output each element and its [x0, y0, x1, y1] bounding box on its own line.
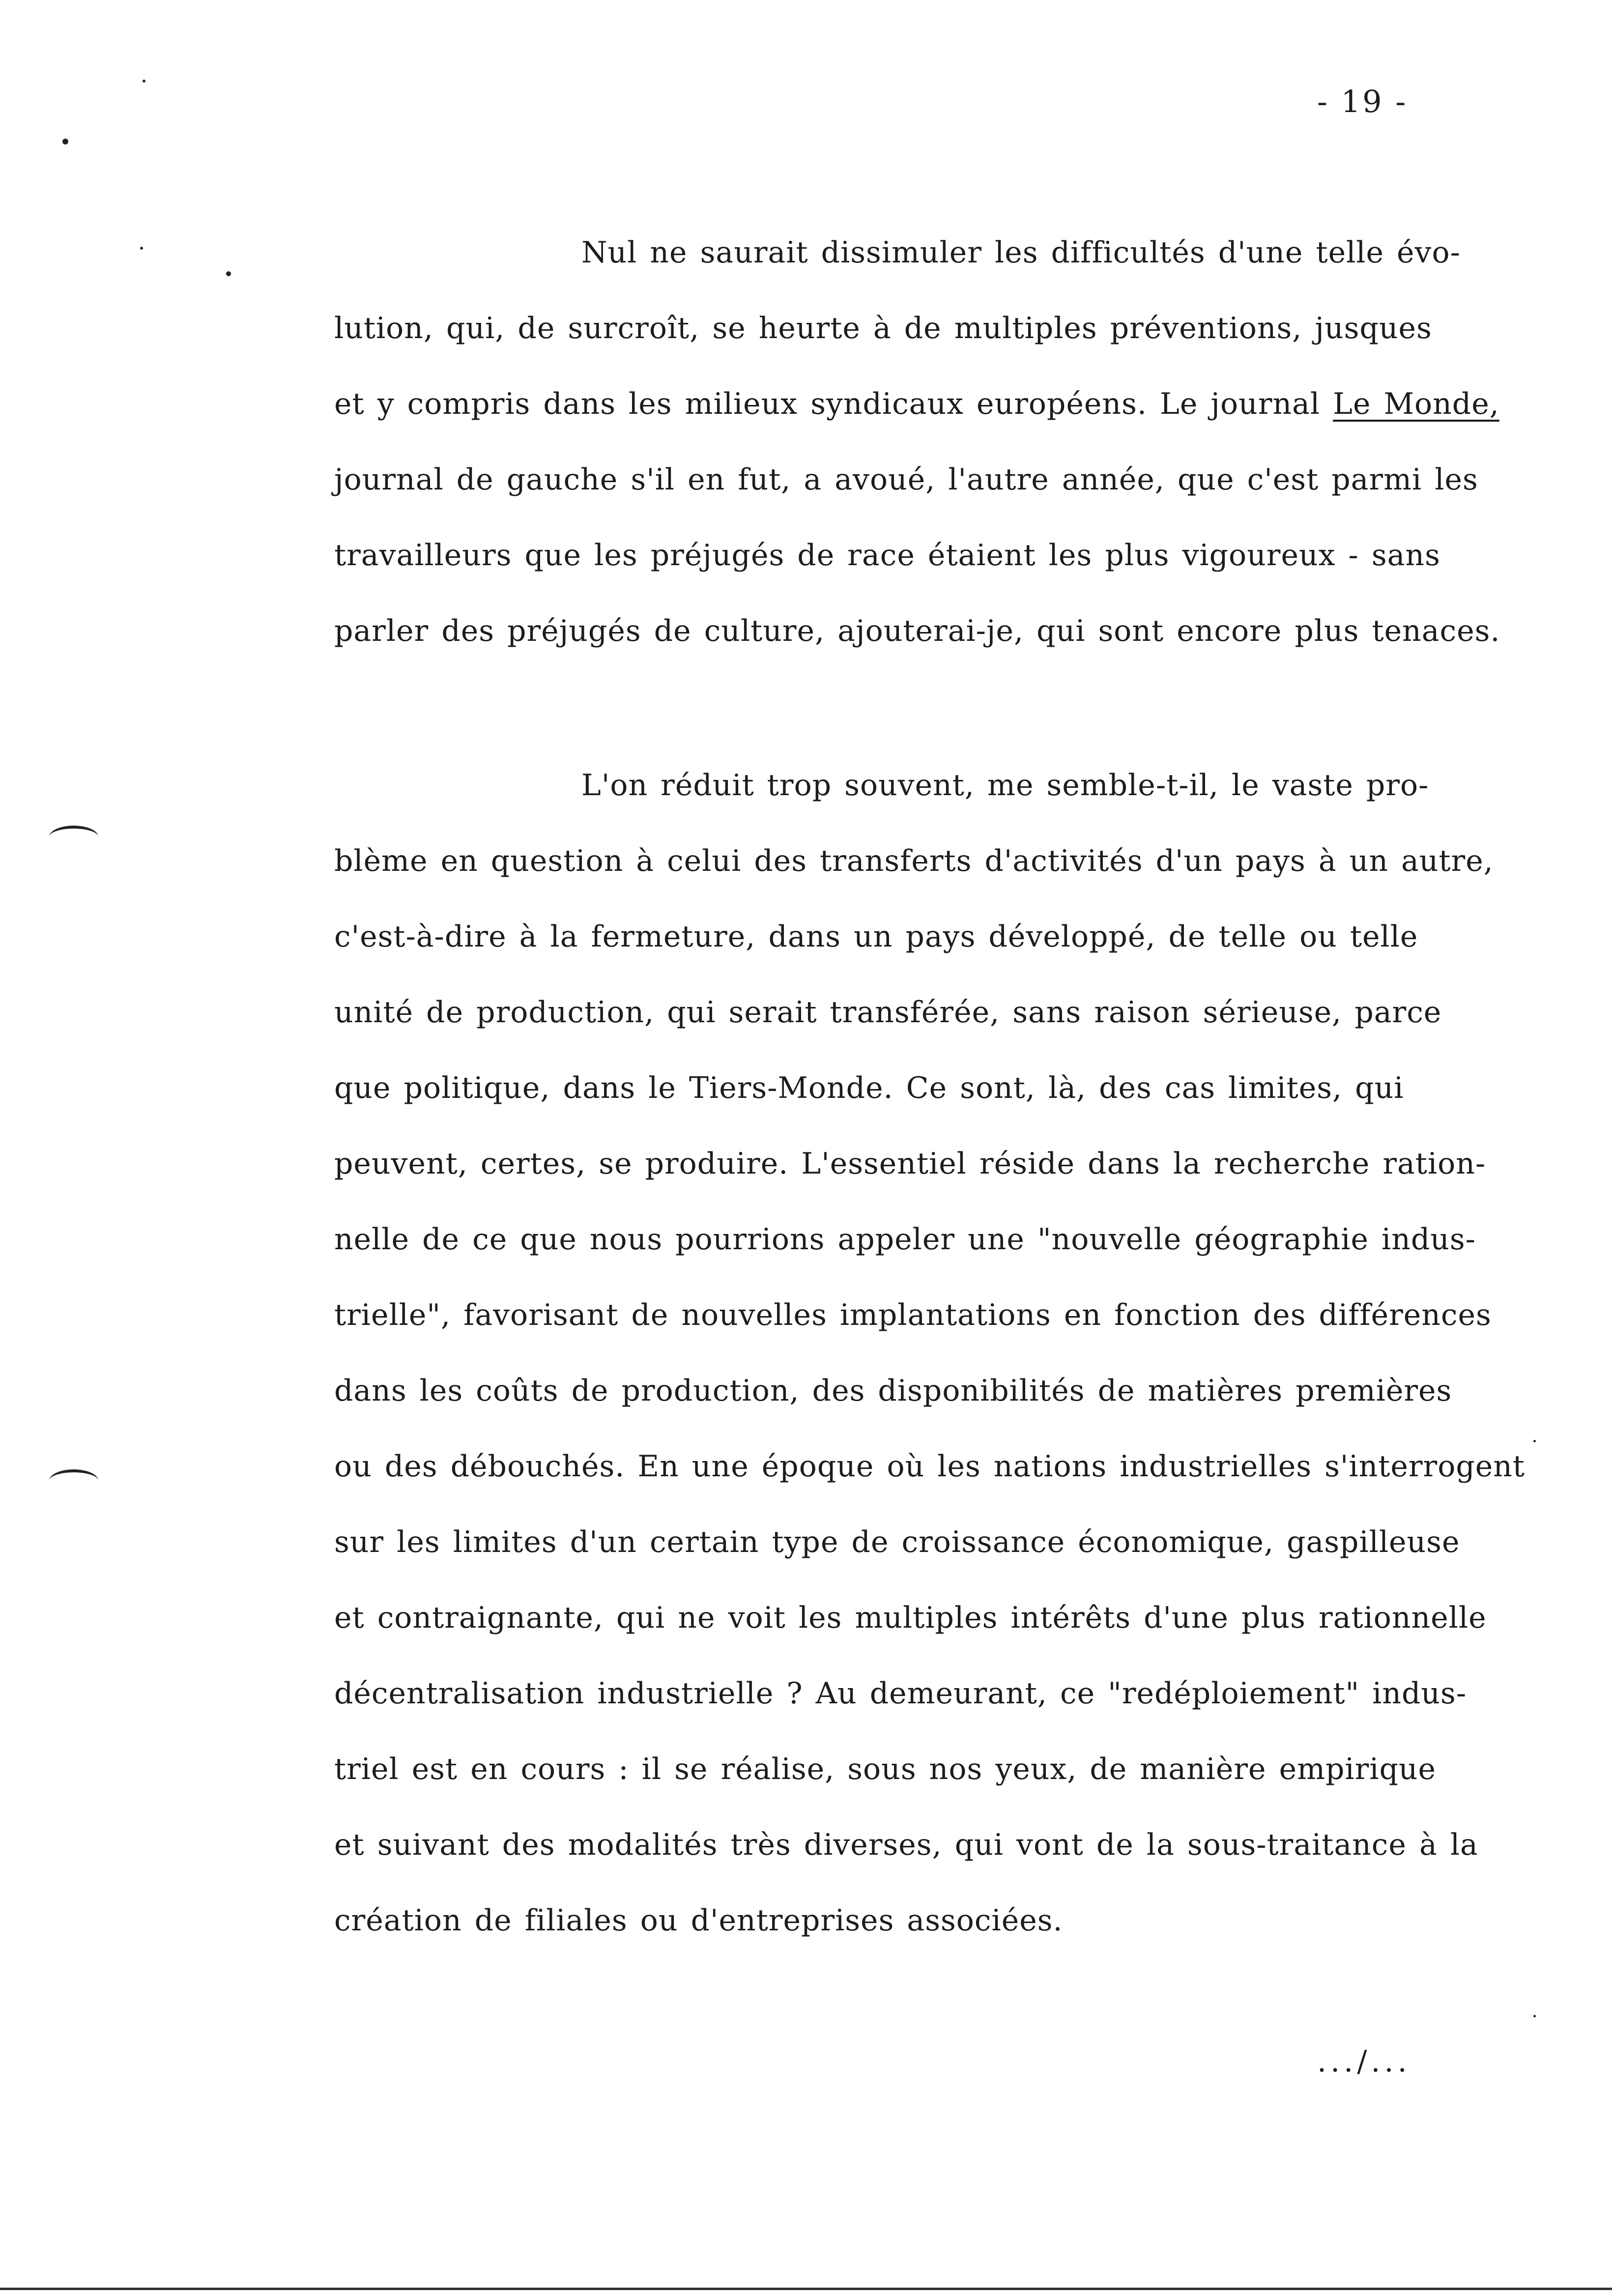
scan-speck: [226, 271, 231, 276]
scan-speck: [62, 139, 68, 144]
paragraph-2-line-4: unité de production, qui serait transférée, sans raison sérieuse, parce: [334, 995, 1442, 1030]
paragraph-1-line-5: travailleurs que les préjugés de race étaient les plus vigoureux - sans: [334, 538, 1440, 573]
scan-speck: [1533, 2015, 1536, 2017]
paragraph-1-line-3: [334, 386, 1499, 422]
paragraph-2-line-5: que politique, dans le Tiers-Monde. Ce sont, là, des cas limites, qui: [334, 1071, 1404, 1105]
continuation-mark: .../...: [1317, 2044, 1411, 2079]
paragraph-1-line-2: lution, qui, de surcroît, se heurte à de multiples préventions, jusques: [334, 311, 1432, 345]
paragraph-2-line-10: ou des débouchés. En une époque où les nations industrielles s'interrogent: [334, 1449, 1525, 1484]
paragraph-2-line-11: sur les limites d'un certain type de croissance économique, gaspilleuse: [334, 1525, 1460, 1559]
punch-hole-mark: [49, 1469, 98, 1492]
paragraph-2-line-7: nelle de ce que nous pourrions appeler une "nouvelle géographie indus-: [334, 1222, 1476, 1257]
scan-bottom-edge: [0, 2288, 1612, 2290]
paragraph-2-line-12: et contraignante, qui ne voit les multiples intérêts d'une plus rationnelle: [334, 1601, 1487, 1635]
page-number: - 19 -: [1317, 84, 1408, 119]
paragraph-2-line-9: dans les coûts de production, des disponibilités de matières premières: [334, 1374, 1452, 1408]
scan-speck: [140, 247, 143, 250]
paragraph-2-line-8: trielle", favorisant de nouvelles implantations en fonction des différences: [334, 1298, 1492, 1332]
scan-speck: [143, 80, 145, 83]
paragraph-2-line-15: et suivant des modalités très diverses, qui vont de la sous-traitance à la: [334, 1828, 1478, 1862]
paragraph-2-line-6: peuvent, certes, se produire. L'essentiel réside dans la recherche ration-: [334, 1147, 1486, 1181]
paragraph-1-line-6: parler des préjugés de culture, ajouterai-je, qui sont encore plus tenaces.: [334, 614, 1500, 648]
paragraph-2-line-2: blème en question à celui des transferts d'activités d'un pays à un autre,: [334, 844, 1494, 878]
journal-name: Le Monde,: [1333, 387, 1499, 421]
paragraph-1-line-4: journal de gauche s'il en fut, a avoué, l'autre année, que c'est parmi les: [334, 462, 1478, 497]
paragraph-2-line-13: décentralisation industrielle ? Au demeurant, ce "redéploiement" indus-: [334, 1676, 1467, 1711]
paragraph-2-line-3: c'est-à-dire à la fermeture, dans un pays développé, de telle ou telle: [334, 919, 1418, 954]
paragraph-1-line-3-text: et y compris dans les milieux syndicaux européens. Le journal: [334, 387, 1333, 421]
paragraph-2-line-16: création de filiales ou d'entreprises associées.: [334, 1903, 1063, 1938]
paragraph-1-line-1: Nul ne saurait dissimuler les difficultés d'une telle évo-: [581, 235, 1461, 270]
paragraph-2-line-14: triel est en cours : il se réalise, sous nos yeux, de manière empirique: [334, 1752, 1437, 1786]
paragraph-2-line-1: L'on réduit trop souvent, me semble-t-il, le vaste pro-: [581, 768, 1429, 803]
punch-hole-mark: [49, 826, 98, 848]
scan-speck: [1533, 1440, 1536, 1442]
